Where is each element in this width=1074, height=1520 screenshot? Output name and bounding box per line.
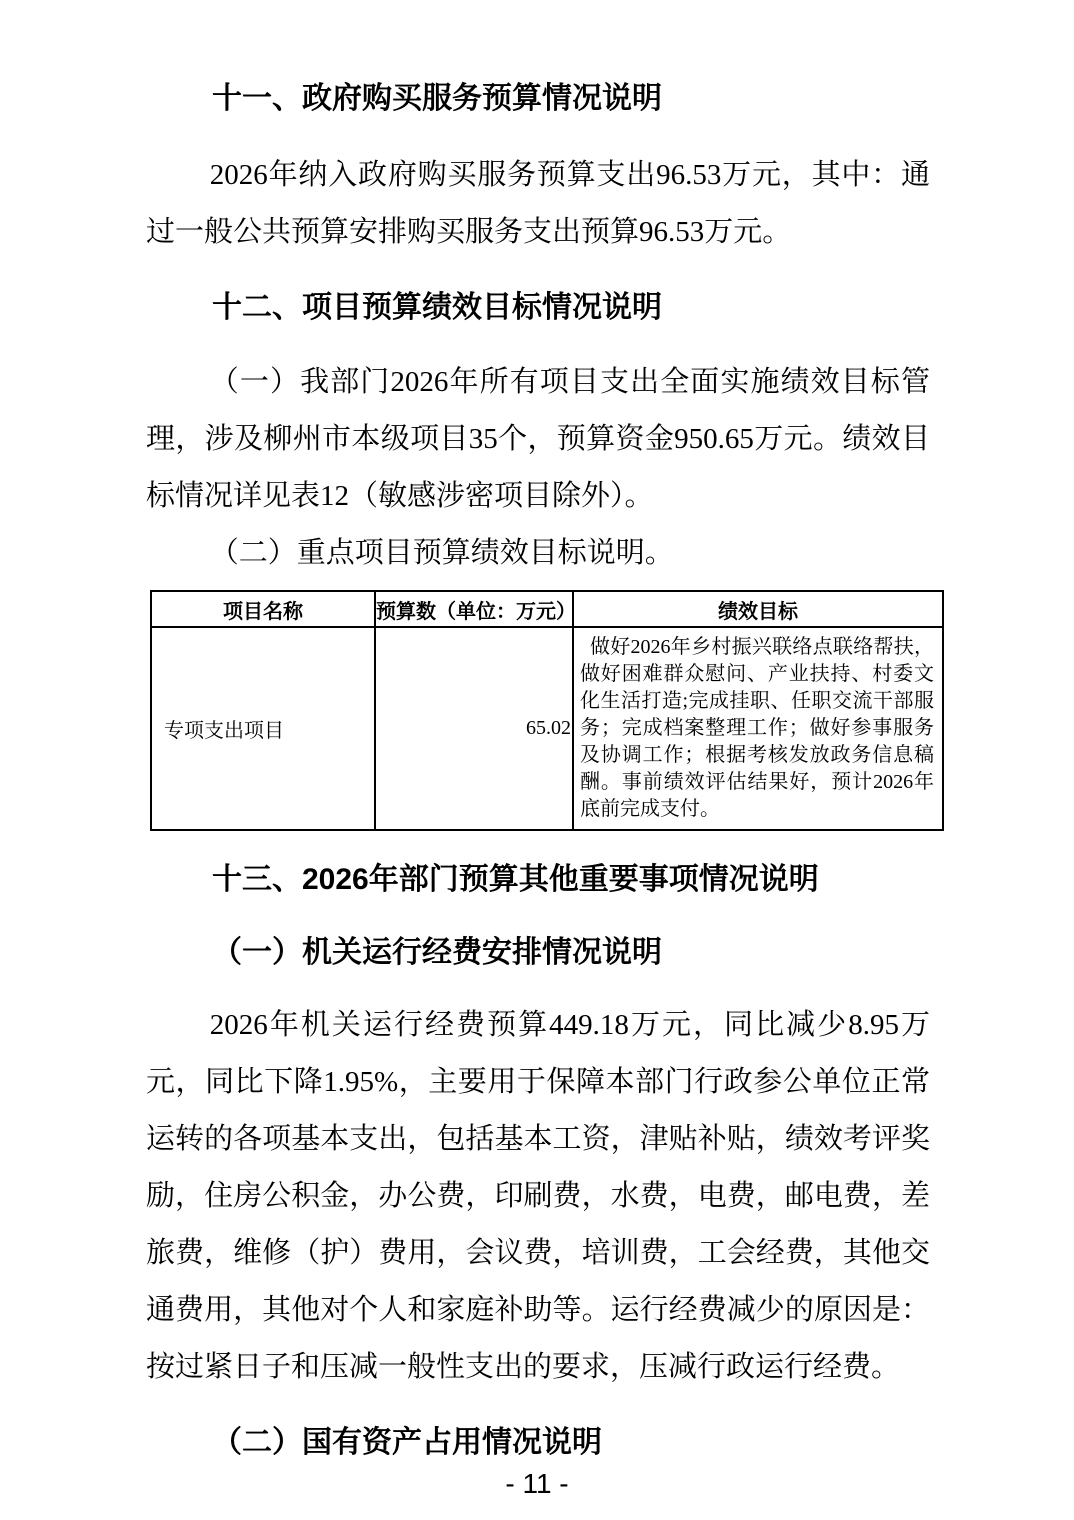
section-12-heading: 十二、项目预算绩效目标情况说明 xyxy=(212,291,662,324)
performance-target-cell: 做好2026年乡村振兴联络点联络帮扶，做好困难群众慰问、产业扶持、村委文化生活打造;完成挂职、任职交流干部服务；完成档案整理工作；做好参事服务及协调工作；根据考核发放政务信息稿酬。事前绩效评估结果好，预计2026年底前完成支付。 xyxy=(573,627,943,830)
section-12-paragraph-1: （一）我部门2026年所有项目支出全面实施绩效目标管理，涉及柳州市本级项目35个，预算资金950.65万元。绩效目标情况详见表12（敏感涉密项目除外）。 xyxy=(146,366,930,512)
table-header-row xyxy=(151,591,943,627)
page-number: - 11 - xyxy=(505,1468,569,1499)
section-13-heading: 十三、2026年部门预算其他重要事项情况说明 xyxy=(212,863,819,896)
section-12-paragraph-2: （二）重点项目预算绩效目标说明。 xyxy=(209,537,674,569)
table-header-project-name: 项目名称 xyxy=(151,591,375,627)
project-name-cell: 专项支出项目 xyxy=(151,627,375,830)
section-11-heading: 十一、政府购买服务预算情况说明 xyxy=(212,82,662,115)
performance-target-table xyxy=(150,590,944,831)
table-header-target: 绩效目标 xyxy=(573,591,943,627)
subsection-1-heading: （一）机关运行经费安排情况说明 xyxy=(212,936,662,969)
subsection-2-heading: （二）国有资产占用情况说明 xyxy=(212,1426,602,1459)
budget-cell: 65.02 xyxy=(375,627,573,830)
table-row xyxy=(151,627,943,830)
subsection-1-paragraph: 2026年机关运行经费预算449.18万元，同比减少8.95万元，同比下降1.95%，主要用于保障本部门行政参公单位正常运转的各项基本支出，包括基本工资，津贴补贴，绩效考评奖励，住房公积金，办公费，印刷费，水费，电费，邮电费，差旅费，维修（护）费用，会议费，培训费，工会经费，其他交通费用，其他对个人和家庭补助等。运行经费减少的原因是：按过紧日子和压减一般性支出的要求，压减行政运行经费。 xyxy=(146,1009,930,1383)
section-11-paragraph: 2026年纳入政府购买服务预算支出96.53万元，其中：通过一般公共预算安排购买服务支出预算96.53万元。 xyxy=(146,159,930,248)
table-header-budget: 预算数（单位：万元） xyxy=(375,591,573,627)
